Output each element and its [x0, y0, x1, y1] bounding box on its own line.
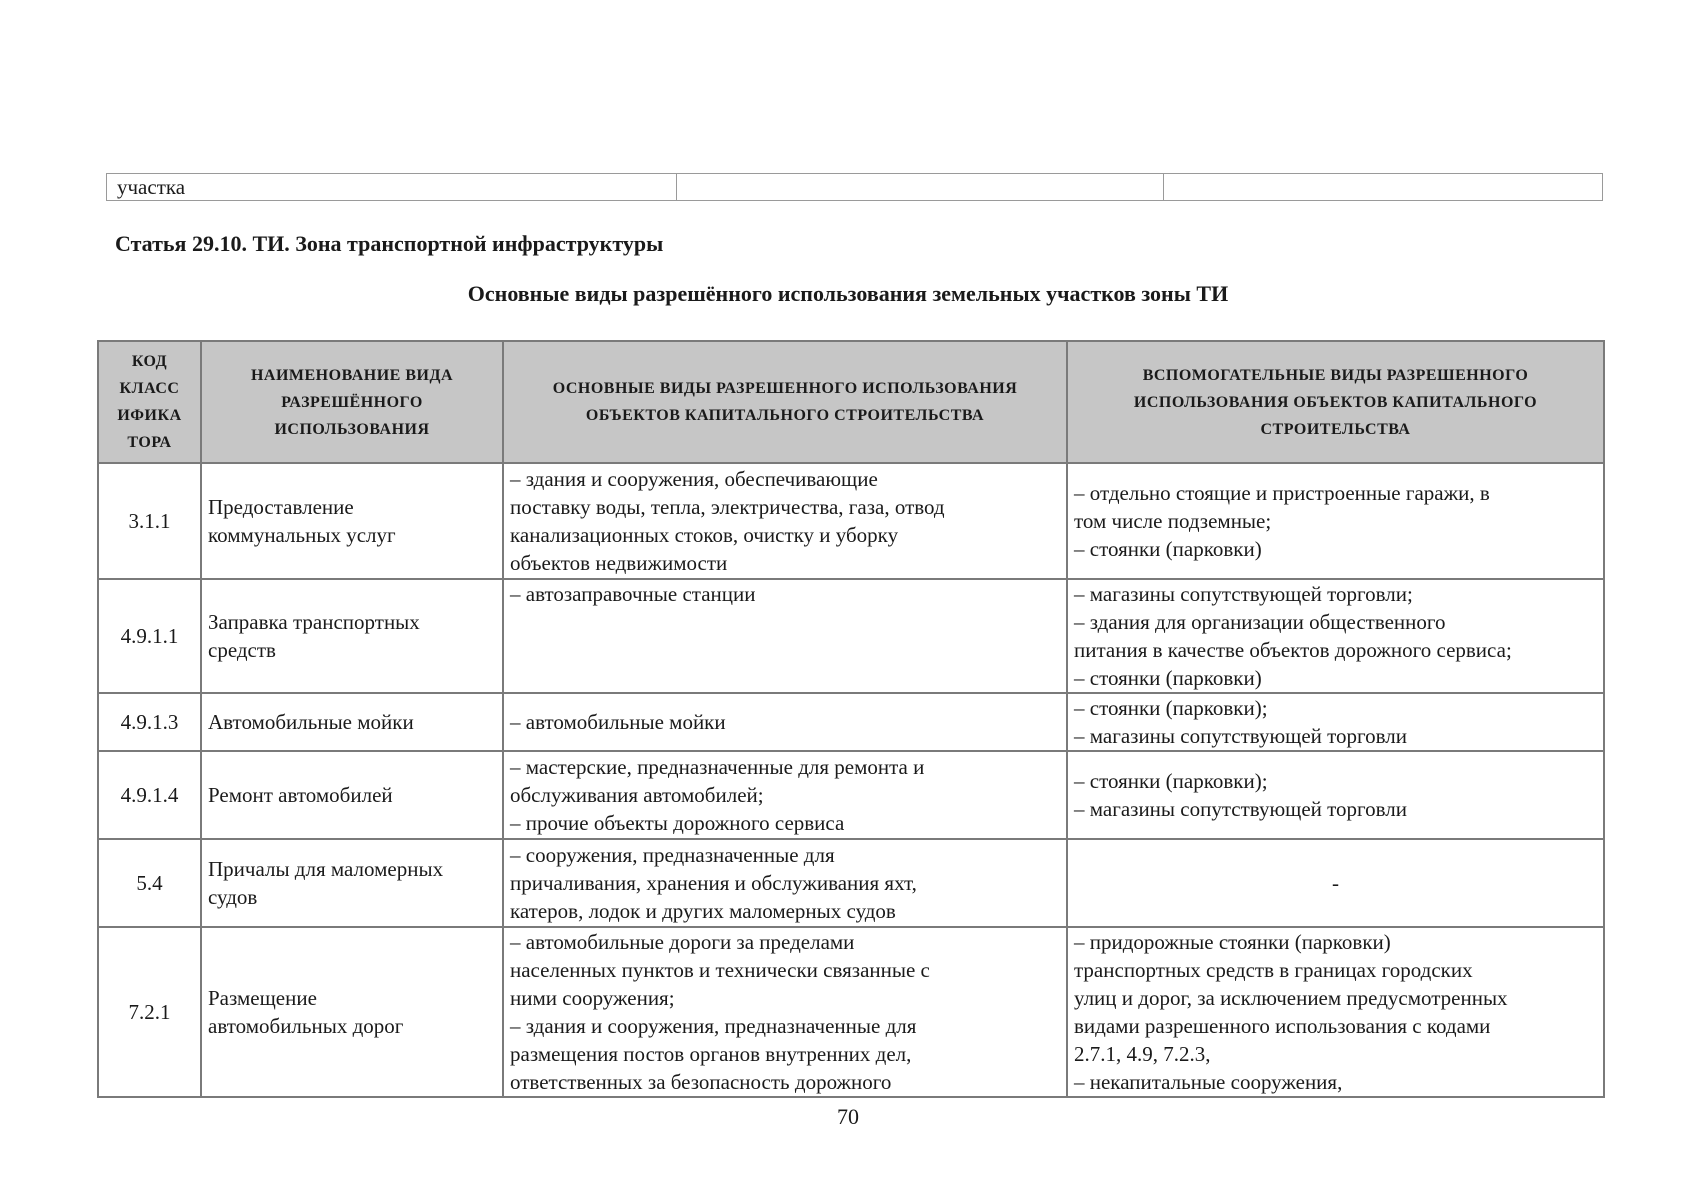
row-main-uses: – автозаправочные станции: [503, 579, 1067, 693]
previous-table-fragment: [106, 173, 1603, 201]
row-code: 4.9.1.3: [98, 693, 201, 751]
article-title: Статья 29.10. ТИ. Зона транспортной инфраструктуры: [115, 231, 664, 256]
row-auxiliary-uses: – отдельно стоящие и пристроенные гаражи, в том числе подземные; – стоянки (парковки): [1067, 463, 1604, 579]
row-name: Заправка транспортных средств: [201, 579, 503, 693]
page-number: 70: [837, 1104, 859, 1129]
table-header-row: [98, 341, 1604, 463]
row-code: 4.9.1.4: [98, 751, 201, 839]
row-name: Предоставление коммунальных услуг: [201, 463, 503, 579]
prev-row-empty-cell: [677, 174, 1164, 201]
table-row: [98, 927, 1604, 1097]
row-code: 7.2.1: [98, 927, 201, 1097]
row-auxiliary-uses: – стоянки (парковки); – магазины сопутствующей торговли: [1067, 693, 1604, 751]
row-name: Размещение автомобильных дорог: [201, 927, 503, 1097]
row-name: Автомобильные мойки: [201, 693, 503, 751]
prev-row-empty-cell: [1164, 174, 1603, 201]
row-main-uses: – автомобильные мойки: [503, 693, 1067, 751]
row-code: 3.1.1: [98, 463, 201, 579]
row-name: Причалы для маломерных судов: [201, 839, 503, 927]
row-main-uses: – мастерские, предназначенные для ремонта и обслуживания автомобилей; – прочие объекты дорожного сервиса: [503, 751, 1067, 839]
row-auxiliary-uses: – придорожные стоянки (парковки) транспортных средств в границах городских улиц и дорог, за исключением предусмотренных видами разрешенного использования с кодами 2.7.1, 4.9, 7.2.3, – некапитальные сооружения,: [1067, 927, 1604, 1097]
table-row: [98, 751, 1604, 839]
row-main-uses: – сооружения, предназначенные для причаливания, хранения и обслуживания яхт, катеров, лодок и других маломерных судов: [503, 839, 1067, 927]
table-row: [98, 463, 1604, 579]
row-auxiliary-uses: – магазины сопутствующей торговли; – здания для организации общественного питания в качестве объектов дорожного сервиса; – стоянки (парковки): [1067, 579, 1604, 693]
table-row: [107, 174, 1603, 201]
row-code: 5.4: [98, 839, 201, 927]
row-name: Ремонт автомобилей: [201, 751, 503, 839]
table-row: [98, 839, 1604, 927]
header-auxiliary-uses: ВСПОМОГАТЕЛЬНЫЕ ВИДЫ РАЗРЕШЕННОГО ИСПОЛЬЗОВАНИЯ ОБЪЕКТОВ КАПИТАЛЬНОГО СТРОИТЕЛЬСТВА: [1067, 341, 1604, 463]
row-auxiliary-uses: – стоянки (парковки); – магазины сопутствующей торговли: [1067, 751, 1604, 839]
prev-row-cell: участка: [107, 174, 677, 201]
header-name: НАИМЕНОВАНИЕ ВИДА РАЗРЕШЁННОГО ИСПОЛЬЗОВАНИЯ: [201, 341, 503, 463]
table-title: Основные виды разрешённого использования земельных участков зоны ТИ: [467, 281, 1229, 306]
zoning-table: [97, 340, 1605, 1098]
row-main-uses: – здания и сооружения, обеспечивающие поставку воды, тепла, электричества, газа, отвод канализационных стоков, очистку и уборку объектов недвижимости: [503, 463, 1067, 579]
row-auxiliary-uses: -: [1067, 839, 1604, 927]
row-code: 4.9.1.1: [98, 579, 201, 693]
header-code: КОД КЛАСС ИФИКА ТОРА: [98, 341, 201, 463]
header-main-uses: ОСНОВНЫЕ ВИДЫ РАЗРЕШЕННОГО ИСПОЛЬЗОВАНИЯ ОБЪЕКТОВ КАПИТАЛЬНОГО СТРОИТЕЛЬСТВА: [503, 341, 1067, 463]
table-row: [98, 579, 1604, 693]
table-row: [98, 693, 1604, 751]
row-main-uses: – автомобильные дороги за пределами населенных пунктов и технически связанные с ними сооружения; – здания и сооружения, предназначенные для размещения постов органов внутренних дел, ответственных за безопасность дорожного: [503, 927, 1067, 1097]
